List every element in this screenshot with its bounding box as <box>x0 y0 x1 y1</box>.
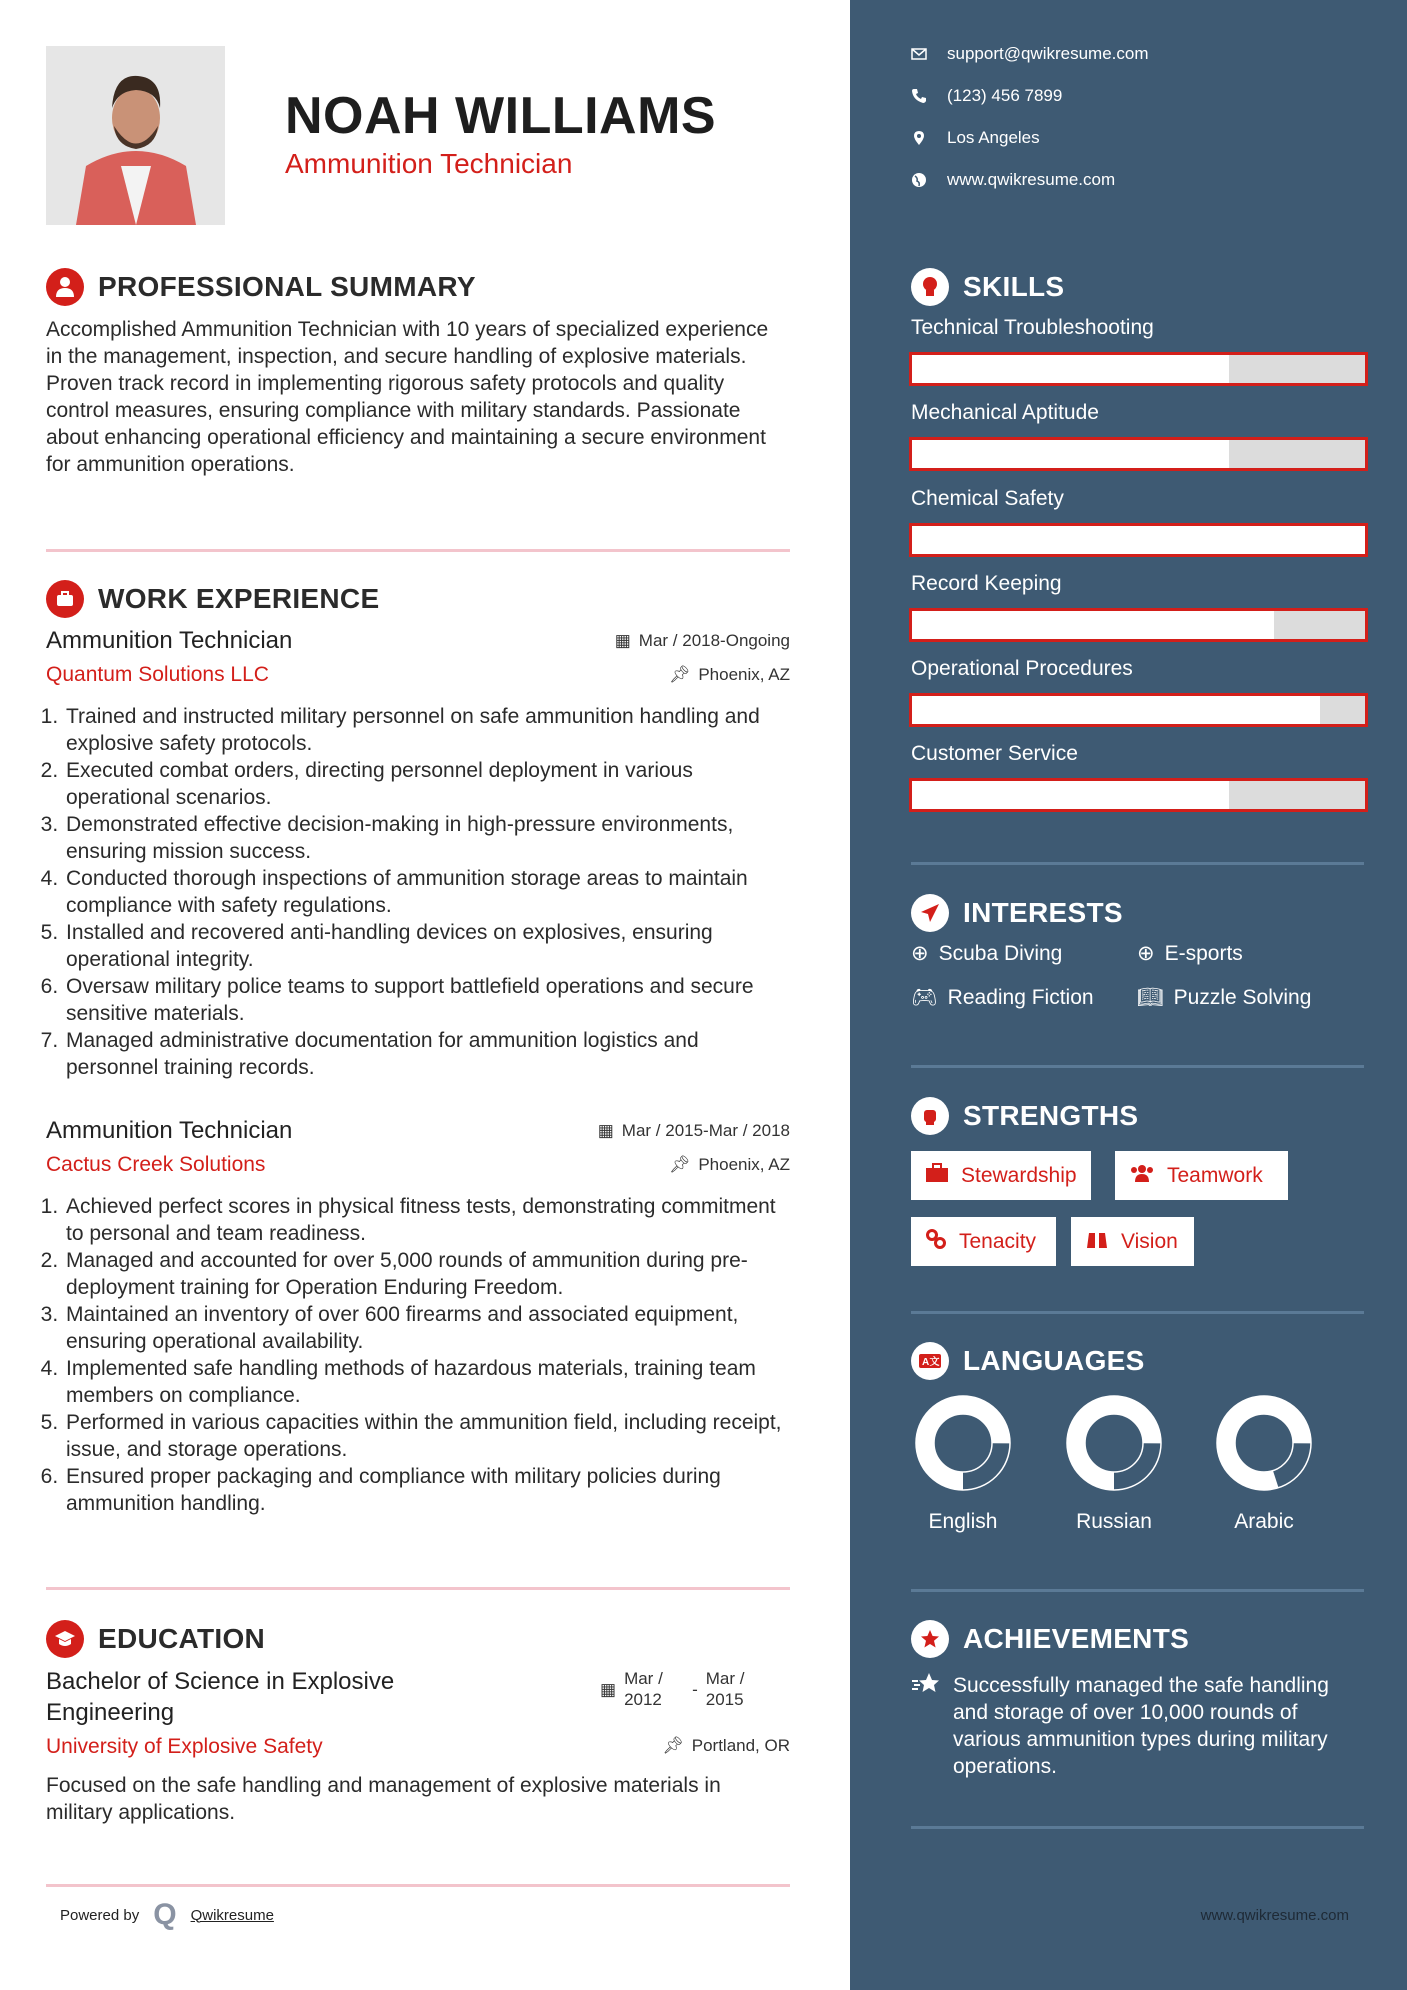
languages-heading-text: LANGUAGES <box>963 1345 1145 1376</box>
interest-label: Scuba Diving <box>938 941 1063 965</box>
pin-icon: 📌︎ <box>662 1736 684 1755</box>
achievement-text: Successfully managed the safe handling and storage of over 10,000 rounds of various ammunition types during military operations. <box>953 1674 1329 1778</box>
job-dates-text: Mar / 2015-Mar / 2018 <box>621 1121 790 1140</box>
skill-label: Technical Troubleshooting <box>911 316 1154 339</box>
interest-label: Reading Fiction <box>947 986 1094 1009</box>
education-heading <box>46 1620 265 1658</box>
lightbulb-icon <box>911 268 949 306</box>
experience-heading <box>46 580 379 618</box>
strength-badge <box>1115 1151 1288 1200</box>
bullet: 5. Installed and recovered anti-handling devices on explosives, ensuring operational integrity. <box>64 919 790 973</box>
languages-heading <box>911 1342 1145 1380</box>
skill-bar <box>909 523 1368 557</box>
briefcase-icon <box>925 1163 949 1189</box>
interest-item <box>911 986 1094 1010</box>
bullet: 5. Performed in various capacities within the ammunition field, including receipt, issue, and storage operations. <box>64 1409 790 1463</box>
donut-outline <box>934 1414 992 1472</box>
summary-heading <box>46 268 476 306</box>
skill-bar-fill <box>912 355 1229 383</box>
interests-heading <box>911 894 1123 932</box>
language-donut <box>1067 1396 1161 1490</box>
skill-bar <box>909 437 1368 471</box>
user-icon <box>46 268 84 306</box>
education-start: Mar / 2012 <box>624 1669 663 1709</box>
bullet: 3. Maintained an inventory of over 600 firearms and associated equipment, ensuring operational availability. <box>64 1301 790 1355</box>
divider <box>46 1587 790 1590</box>
email-text[interactable]: support@qwikresume.com <box>947 44 1149 63</box>
bullet: 3. Demonstrated effective decision-making in high-pressure environments, ensuring mission success. <box>64 811 790 865</box>
bullet: 6. Ensured proper packaging and compliance with military policies during ammunition handling. <box>64 1463 790 1517</box>
users-icon <box>1129 1163 1155 1189</box>
location-text: Los Angeles <box>947 128 1040 147</box>
envelope-icon <box>911 46 927 62</box>
fist-icon <box>911 1097 949 1135</box>
skill-bar <box>909 778 1368 812</box>
bullet: 7. Managed administrative documentation for ammunition logistics and personnel training records. <box>64 1027 790 1081</box>
job-location <box>669 665 790 685</box>
summary-text: Accomplished Ammunition Technician with 10 years of specialized experience in the management, inspection, and secure handling of explosive materials. Proven track record in implementing rigorous safety protocols and quality control measures, ensuring compliance with military standards. Passionate about enhancing operational efficiency and maintaining a secure environment for ammunition operations. <box>46 318 769 476</box>
job-entry <box>46 1117 790 1517</box>
strength-label: Tenacity <box>959 1229 1037 1253</box>
language-label: Russian <box>1076 1510 1152 1533</box>
job-bullets <box>46 703 790 1081</box>
language-label: Arabic <box>1234 1510 1294 1533</box>
job-entry <box>46 627 790 1081</box>
contact-email <box>911 44 1149 64</box>
pin-icon: 📌︎ <box>668 665 691 684</box>
map-marker-icon <box>911 130 927 146</box>
divider <box>911 1311 1364 1314</box>
job-title: Ammunition Technician <box>46 627 293 654</box>
contact-phone <box>911 86 1062 106</box>
calendar-icon: ▦ <box>597 1121 614 1140</box>
divider <box>911 1589 1364 1592</box>
donut-outline <box>1085 1414 1143 1472</box>
education-heading-text: EDUCATION <box>98 1623 266 1654</box>
book-icon: 📖︎ <box>1137 986 1164 1009</box>
powered-by-label: Powered by <box>60 1906 140 1924</box>
achievements-heading <box>911 1620 1189 1658</box>
divider <box>46 549 790 552</box>
job-dates-text: Mar / 2018-Ongoing <box>638 631 790 650</box>
qwikresume-link[interactable]: Qwikresume <box>190 1906 274 1924</box>
sidebar <box>850 0 1407 1990</box>
footer-site-link[interactable]: www.qwikresume.com <box>1200 1907 1349 1924</box>
contact-website <box>911 170 1115 190</box>
divider <box>46 1884 790 1887</box>
donut-fill <box>925 1405 1001 1481</box>
gamepad-icon: 🎮︎ <box>911 986 938 1009</box>
language-donuts <box>850 1380 1407 1510</box>
job-dates <box>615 631 790 651</box>
skill-label: Customer Service <box>911 742 1078 765</box>
school-name: University of Explosive Safety <box>46 1735 323 1758</box>
graduation-cap-icon <box>46 1620 84 1658</box>
summary-heading-text: PROFESSIONAL SUMMARY <box>98 271 476 302</box>
donut-fill <box>1076 1405 1152 1481</box>
divider <box>911 1826 1364 1829</box>
qwikresume-logo-icon: Q <box>153 1898 177 1931</box>
skills-heading-text: SKILLS <box>963 271 1065 302</box>
skill-bar-fill <box>912 611 1274 639</box>
bullet: 2. Executed combat orders, directing personnel deployment in various operational scenarios. <box>64 757 790 811</box>
phone-text: (123) 456 7899 <box>947 86 1063 105</box>
degree: Bachelor of Science in Explosive Engineering <box>46 1668 395 1726</box>
company-name: Cactus Creek Solutions <box>46 1153 266 1176</box>
skill-bar-fill <box>912 781 1229 809</box>
education-end: Mar / 2015 <box>705 1669 745 1709</box>
strength-label: Stewardship <box>961 1163 1077 1187</box>
education-dates <box>600 1668 770 1710</box>
skill-bar-fill <box>912 526 1365 554</box>
bullet: 1. Achieved perfect scores in physical fitness tests, demonstrating commitment to personal and team readiness. <box>64 1193 790 1247</box>
svg-text:A文: A文 <box>922 1357 940 1368</box>
skill-bar-fill <box>912 440 1229 468</box>
star-icon <box>911 1620 949 1658</box>
globe-icon <box>911 172 927 188</box>
skill-label: Operational Procedures <box>911 657 1133 680</box>
skills-heading <box>911 268 1064 306</box>
job-dates <box>598 1121 790 1141</box>
briefcase-icon <box>46 580 84 618</box>
calendar-icon: ▦ <box>614 631 631 650</box>
skill-label: Mechanical Aptitude <box>911 401 1099 424</box>
education-location-text: Portland, OR <box>691 1736 790 1755</box>
divider <box>911 1065 1364 1068</box>
translate-icon <box>911 1342 949 1380</box>
binoculars-icon <box>1085 1228 1109 1256</box>
strength-label: Teamwork <box>1167 1163 1263 1187</box>
divider <box>911 862 1364 865</box>
achievements-heading-text: ACHIEVEMENTS <box>963 1623 1190 1654</box>
donut-outline <box>1235 1414 1293 1472</box>
experience-heading-text: WORK EXPERIENCE <box>98 583 380 614</box>
date-separator: - <box>692 1679 698 1699</box>
footer-powered <box>60 1898 274 1932</box>
language-donut <box>1216 1395 1312 1491</box>
website-text[interactable]: www.qwikresume.com <box>947 170 1116 189</box>
job-location-text: Phoenix, AZ <box>698 665 790 684</box>
skill-label: Record Keeping <box>911 572 1062 595</box>
interest-item <box>1137 986 1311 1010</box>
link-icon <box>925 1228 947 1256</box>
company-name: Quantum Solutions LLC <box>46 663 269 686</box>
interest-item <box>1137 941 1243 966</box>
interest-item <box>911 941 1062 966</box>
language-label: English <box>928 1510 998 1533</box>
candidate-title: Ammunition Technician <box>285 148 573 179</box>
bullet: 4. Implemented safe handling methods of hazardous materials, training team members on compliance. <box>64 1355 790 1409</box>
bullet: 2. Managed and accounted for over 5,000 rounds of ammunition during pre-deployment training for Operation Enduring Freedom. <box>64 1247 790 1301</box>
skill-bar <box>909 608 1368 642</box>
star-icon <box>911 1672 941 1780</box>
strength-label: Vision <box>1121 1229 1178 1253</box>
education-description: Focused on the safe handling and management of explosive materials in military applications. <box>46 1774 721 1824</box>
life-ring-icon: ⊕ <box>1137 942 1155 965</box>
strength-badge <box>911 1151 1091 1200</box>
interest-label: Puzzle Solving <box>1173 986 1312 1009</box>
phone-icon <box>911 88 927 104</box>
strength-badge <box>1071 1217 1194 1266</box>
skill-bar-fill <box>912 696 1320 724</box>
calendar-icon: ▦ <box>600 1679 617 1699</box>
job-bullets <box>46 1193 790 1517</box>
strength-badge <box>911 1217 1056 1266</box>
bullet: 4. Conducted thorough inspections of ammunition storage areas to maintain compliance with safety regulations. <box>64 865 790 919</box>
bullet: 1. Trained and instructed military personnel on safe ammunition handling and explosive safety protocols. <box>64 703 790 757</box>
pin-icon: 📌︎ <box>668 1155 691 1174</box>
job-location-text: Phoenix, AZ <box>698 1155 790 1174</box>
language-donut <box>916 1396 1010 1490</box>
strengths-heading <box>911 1097 1138 1135</box>
interests-heading-text: INTERESTS <box>963 897 1123 928</box>
life-ring-icon: ⊕ <box>911 942 929 965</box>
skill-bar <box>909 693 1368 727</box>
interest-label: E-sports <box>1164 941 1243 965</box>
candidate-name: NOAH WILLIAMS <box>285 87 717 145</box>
profile-photo <box>46 46 225 225</box>
job-location <box>669 1155 790 1175</box>
skill-bar <box>909 352 1368 386</box>
paper-plane-icon <box>911 894 949 932</box>
achievement-item <box>911 1672 1338 1780</box>
education-location <box>590 1736 790 1756</box>
bullet: 6. Oversaw military police teams to support battlefield operations and secure sensitive materials. <box>64 973 790 1027</box>
job-title: Ammunition Technician <box>46 1117 293 1144</box>
contact-location <box>911 128 1040 148</box>
strengths-heading-text: STRENGTHS <box>963 1100 1139 1131</box>
skill-label: Chemical Safety <box>911 487 1064 510</box>
